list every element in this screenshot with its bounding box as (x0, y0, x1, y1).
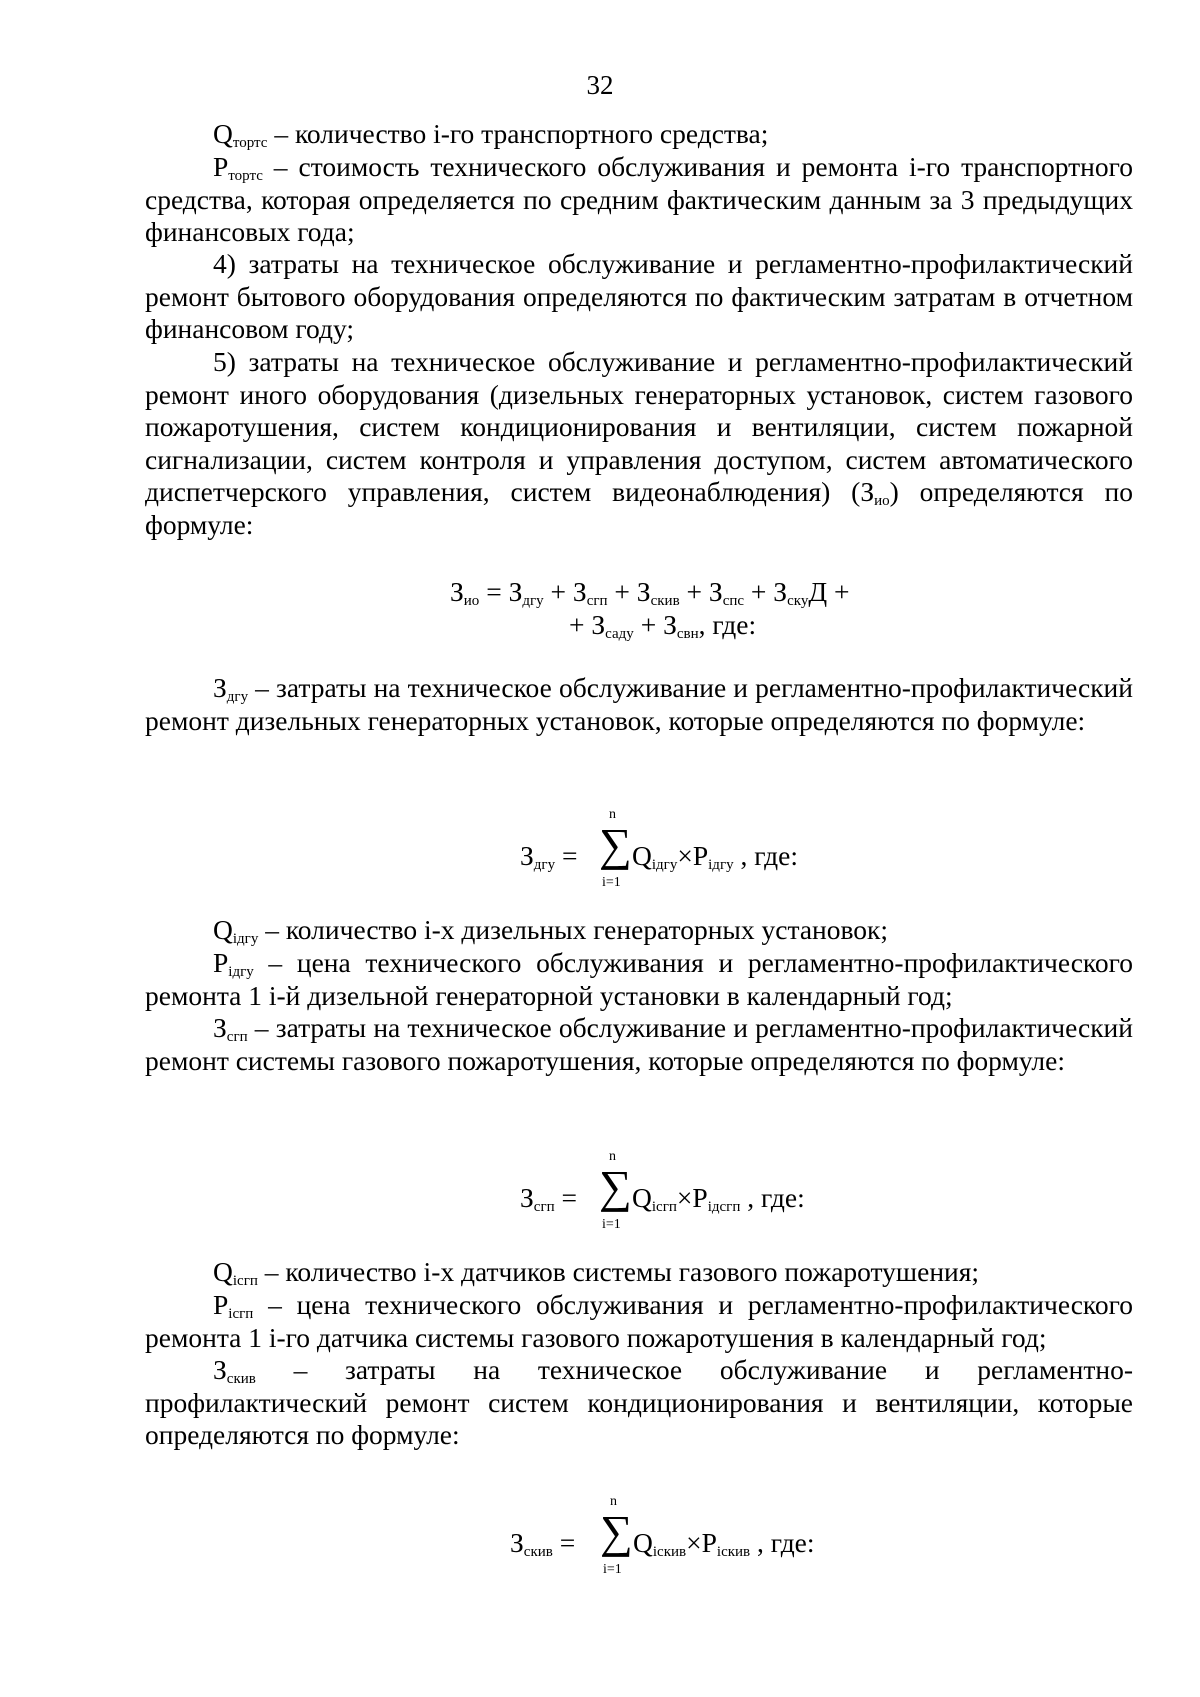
paragraph-text-tail: ) определяются по формуле: (145, 476, 1133, 540)
formula-term-subscript: дгу (522, 593, 544, 609)
page-number: 32 (586, 70, 614, 100)
formula-rhs: $Q_{iскив}\times P_{iскив}$ , где: (633, 1527, 815, 1560)
formula-term-subscript: ио (463, 593, 480, 609)
paragraph-text: 5) затраты на техническое обслуживание и регламентно-профилактический ремонт иного оборудования (дизельных генераторных установок, систем газового пожаротушения, систем кондиционирования и вентиляции, систем пожарной сигнализации, систем контроля и управления доступом, систем автоматического диспетчерского управления, систем видеонаблюдения) (З (145, 346, 1133, 507)
symbol: P (213, 947, 229, 978)
formula-rhs: $Q_{iсгп}\times P_{iдсгп}$ , где: (632, 1182, 805, 1215)
symbol: З (213, 1354, 227, 1385)
formula-lhs: $З_{скив}$ = (510, 1527, 576, 1560)
formula-term-subscript: сгп (586, 593, 608, 609)
symbol: З (213, 672, 227, 703)
subscript: ио (874, 493, 890, 509)
symbol: P (213, 151, 229, 182)
formula-lhs: $З_{дгу}$ = (520, 840, 578, 873)
subscript: тортс (232, 135, 268, 151)
formula-lhs: $З_{сгп}$ = (520, 1182, 578, 1215)
formula-term: З (450, 576, 464, 607)
subscript: тортс (228, 168, 263, 184)
subscript: iсгп (228, 1306, 254, 1322)
paragraph-q-idgu (145, 914, 1133, 947)
subscript: iдгу (228, 964, 254, 980)
subscript: сгп (226, 1029, 248, 1045)
paragraph-q-tortc (145, 118, 1133, 151)
paragraph-z-sgp (145, 1012, 1133, 1077)
paragraph-text: – затраты на техническое обслуживание и регламентно-профилактический ремонт дизельных генераторных установок, которые определяются по формуле: (145, 672, 1133, 736)
paragraph-p-tortc (145, 151, 1133, 249)
formula-term: + З (633, 609, 677, 640)
paragraph-z-skiv (145, 1354, 1133, 1452)
paragraph-text: – стоимость технического обслуживания и ремонта i-го транспортного средства, которая определяется по средним фактическим данным за 3 предыдущих финансовых года; (145, 151, 1133, 247)
formula-term-subscript: спс (722, 593, 745, 609)
paragraph-text: – цена технического обслуживания и регламентно-профилактического ремонта 1 i-го датчика системы газового пожаротушения в календарный год; (145, 1289, 1133, 1353)
sum-upper-limit: n (609, 1149, 616, 1164)
formula-term: + З (744, 576, 788, 607)
formula-term-subscript: скив (650, 593, 680, 609)
subscript: дгу (226, 689, 249, 705)
formula-sum-dgu (520, 808, 840, 898)
paragraph-q-isgp (145, 1256, 1133, 1289)
subscript: скив (226, 1371, 256, 1387)
subscript: iсгп (232, 1273, 258, 1289)
formula-sum-sgp (520, 1150, 840, 1240)
formula-term: , где: (698, 609, 757, 640)
symbol: Q (213, 118, 233, 149)
formula-rhs: $Q_{iдгу}\times P_{iдгу}$ , где: (632, 840, 798, 873)
sum-sign: ∑ (599, 819, 632, 870)
sum-upper-limit: n (609, 807, 616, 822)
formula-term-subscript: саду (605, 626, 634, 642)
formula-term-subscript: свн (676, 626, 699, 642)
symbol: Q (213, 1256, 233, 1287)
paragraph-text: – количество i-го транспортного средства; (267, 118, 769, 149)
symbol: З (213, 1012, 227, 1043)
paragraph-p-isgp (145, 1289, 1133, 1354)
paragraph-item-5 (145, 346, 1133, 541)
formula-main-line-1 (450, 576, 849, 608)
sum-lower-limit: i=1 (602, 875, 621, 890)
paragraph-text: – количество i-х дизельных генераторных установок; (258, 914, 889, 945)
sum-sign: ∑ (600, 1506, 633, 1557)
paragraph-text: – затраты на техническое обслуживание и регламентно-профилактический ремонт системы газового пожаротушения, которые определяются по формуле: (145, 1012, 1133, 1076)
formula-term: + З (607, 576, 651, 607)
formula-sum-skiv (510, 1495, 850, 1585)
formula-term: = З (479, 576, 523, 607)
formula-term-subscript: ску (787, 593, 809, 609)
paragraph-text: – количество i-х датчиков системы газового пожаротушения; (257, 1256, 980, 1287)
paragraph-item-4: 4) затраты на техническое обслуживание и регламентно-профилактический ремонт бытового оборудования определяются по фактическим затратам в отчетном финансовом году; (145, 248, 1133, 344)
sum-upper-limit: n (610, 1494, 617, 1509)
sum-sign: ∑ (599, 1161, 632, 1212)
formula-term: Д + (808, 576, 850, 607)
symbol: P (213, 1289, 229, 1320)
formula-term: + З (543, 576, 587, 607)
subscript: iдгу (232, 931, 259, 947)
paragraph-z-dgu (145, 672, 1133, 737)
formula-term: + З (569, 609, 606, 640)
paragraph-text: – цена технического обслуживания и регламентно-профилактического ремонта 1 i-й дизельной генераторной установки в календарный год; (145, 947, 1133, 1011)
formula-main-line-2 (569, 609, 756, 641)
symbol: Q (213, 914, 233, 945)
paragraph-p-idgu (145, 947, 1133, 1012)
paragraph-text: – затраты на техническое обслуживание и регламентно-профилактический ремонт систем кондиционирования и вентиляции, которые определяются по формуле: (145, 1354, 1133, 1450)
sum-lower-limit: i=1 (602, 1217, 621, 1232)
formula-term: + З (679, 576, 723, 607)
sum-lower-limit: i=1 (603, 1562, 622, 1577)
